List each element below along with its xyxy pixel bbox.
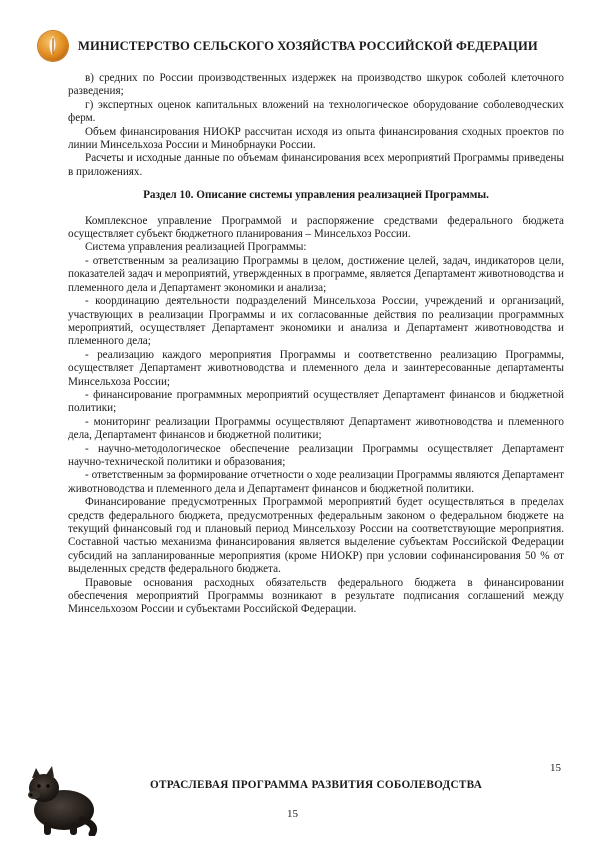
sable-photo-icon [22, 762, 100, 836]
footer-title: ОТРАСЛЕВАЯ ПРОГРАММА РАЗВИТИЯ СОБОЛЕВОДСТВА [150, 779, 483, 791]
list-item: - ответственным за реализацию Программы в целом, достижение целей, задач, индикаторов цели, показателей задач и мероприятий, утвержденных в программе, является Департамент животноводства и племенного дела и Департамент экономики и анализа; [68, 254, 564, 294]
paragraph: Расчеты и исходные данные по объемам финансирования всех мероприятий Программы приведены в приложениях. [68, 152, 564, 178]
list-item: - финансирование программных мероприятий осуществляет Департамент финансов и бюджетной политики; [68, 388, 564, 415]
page-number-top: 15 [550, 762, 561, 774]
paragraph: Система управления реализацией Программы: [85, 241, 307, 254]
list-item: - реализацию каждого мероприятия Программы и соответственно реализацию Программы, осуществляет Департамент животноводства и племенного дела и заинтересованные департаменты Минсельхоза России; [68, 348, 564, 388]
list-item: - мониторинг реализации Программы осуществляют Департамент животноводства и племенного дела, Департамент финансов и бюджетной политики; [68, 415, 564, 442]
page-header [38, 28, 568, 64]
section-heading: Раздел 10. Описание системы управления реализацией Программы. [143, 189, 489, 202]
list-item: - ответственным за формирование отчетности о ходе реализации Программы являются Департамент животноводства и племенного дела и Департамент финансов и бюджетной политики. [68, 469, 564, 495]
paragraph: Объем финансирования НИОКР рассчитан исходя из опыта финансирования сходных проектов по линии Минсельхоза России и Минобрнауки России. [68, 125, 564, 152]
list-item: - координацию деятельности подразделений Минсельхоза России, учреждений и организаций, участвующих в реализации Программы и их согласованные действия по реализации программных мероприятий, осуществляет Департамент экономики и анализа и Департамент животноводства и племенного дела; [68, 295, 564, 348]
document-body [68, 72, 564, 617]
paragraph: Финансирование предусмотренных Программой мероприятий будет осуществляться в пределах средств федерального бюджета, предусмотренных федеральным законом о федеральном бюджете на текущий финансовый год и плановый период Минсельхозу России на соответствующие мероприятия. Составной частью механизма финансирования является выделение субъектам Российской Федерации субсидий на запланированные мероприятия (кроме НИОКР) при условии софинансирования 50 % от выделенных средств федерального бюджета. [68, 496, 564, 576]
paragraph: Комплексное управление Программой и распоряжение средствами федерального бюджета осуществляет субъект бюджетного планирования – Минсельхоз России. [68, 214, 564, 241]
list-item: в) средних по России производственных издержек на производство шкурок соболей клеточного разведения; [68, 72, 564, 98]
paragraph: Правовые основания расходных обязательств федерального бюджета в финансировании обеспечения мероприятий Программы возникают в результате подписания соглашений между Минсельхозом России и субъектами Российской Федерации. [68, 576, 564, 616]
page-number-bottom: 15 [287, 808, 298, 820]
list-item: г) экспертных оценок капитальных вложений на технологическое оборудование соболеводческих ферм. [68, 98, 564, 125]
list-item: - научно-методологическое обеспечение реализации Программы осуществляет Департамент научно-технической политики и образования; [68, 442, 564, 468]
ministry-emblem-icon [38, 31, 68, 61]
ministry-title: МИНИСТЕРСТВО СЕЛЬСКОГО ХОЗЯЙСТВА РОССИЙСКОЙ ФЕДЕРАЦИИ [78, 38, 538, 53]
